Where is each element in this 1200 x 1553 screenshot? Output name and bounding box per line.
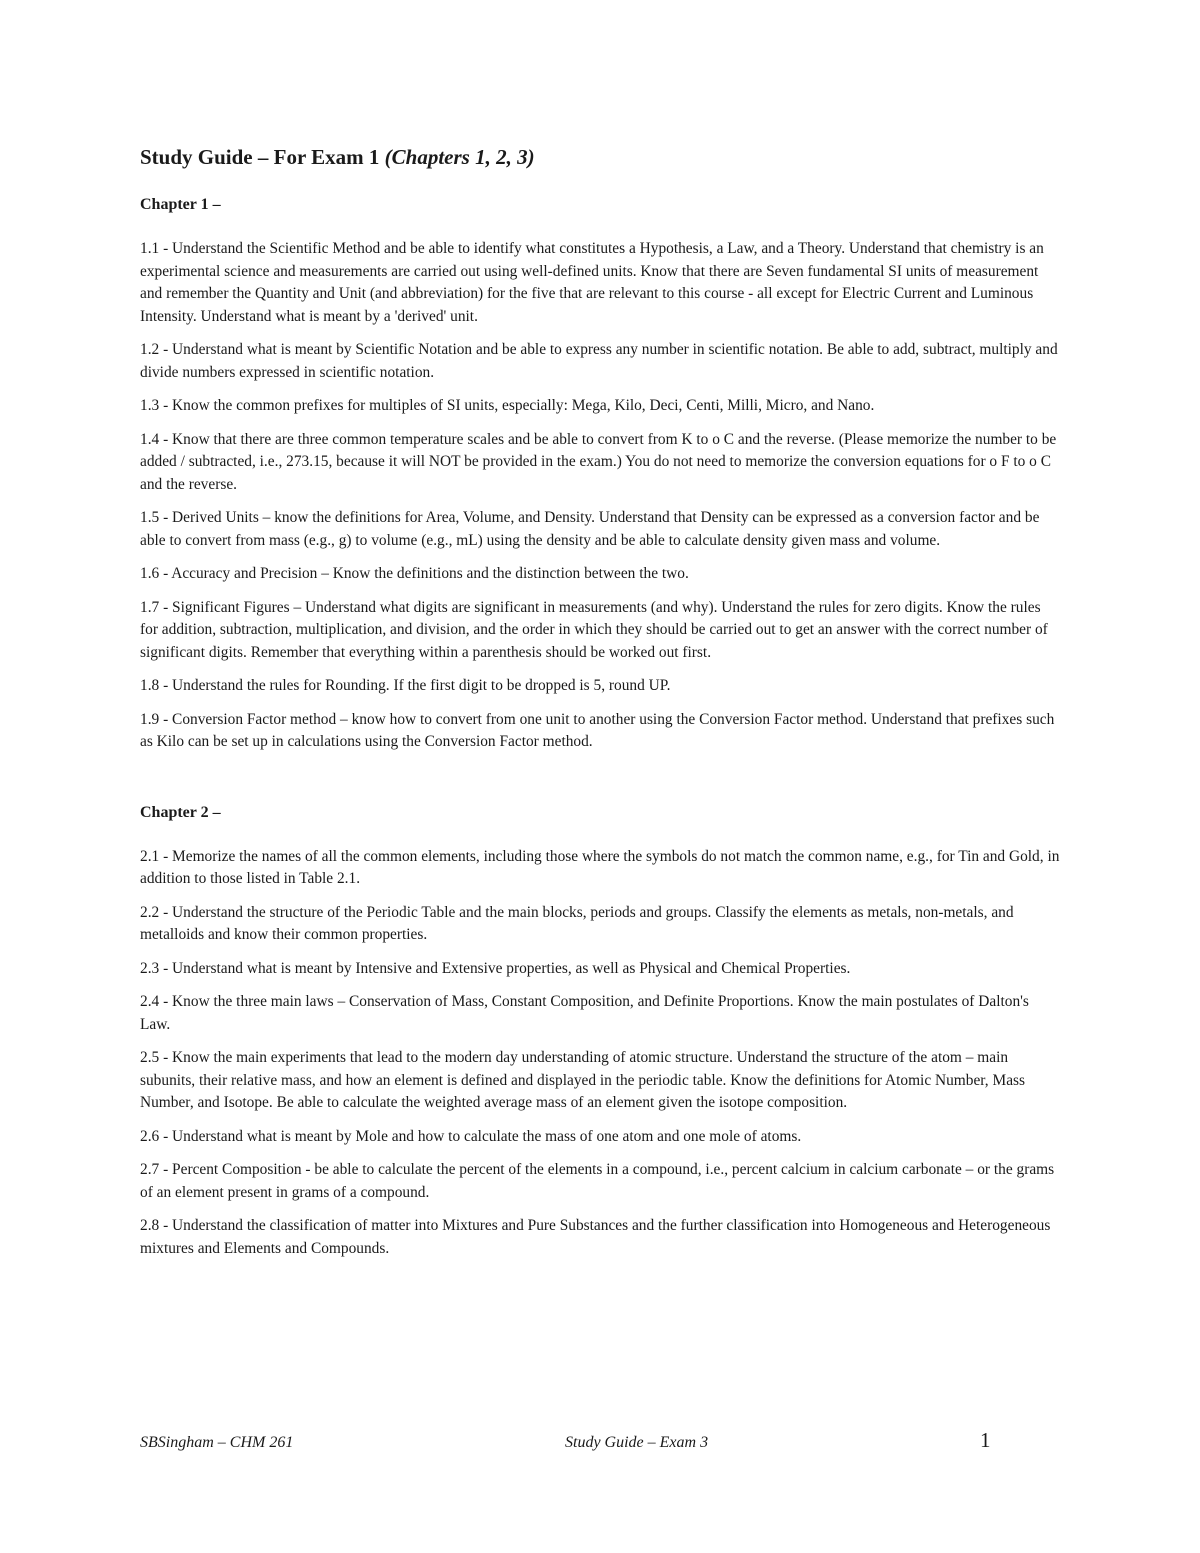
chapter-heading: Chapter 1 –: [140, 196, 221, 213]
list-item: 1.7 - Significant Figures – Understand what digits are significant in measurements (and why). Understand the rules for zero digits. Know the rules for addition, subtraction, multiplication, and division, and the order in which they should be carried out to get an answer with the correct number of significant digits. Remember that everything within a parenthesis should be worked out first.: [140, 598, 1048, 661]
page-footer: [140, 1428, 1000, 1464]
list-item: 1.2 - Understand what is meant by Scientific Notation and be able to express any number in scientific notation. Be able to add, subtract, multiply and divide numbers expressed in scientific notation.: [140, 341, 1058, 381]
footer-author: SBSingham – CHM 261: [140, 1434, 294, 1451]
list-item: 1.8 - Understand the rules for Rounding. If the first digit to be dropped is 5, round UP.: [140, 677, 671, 694]
list-item: 1.3 - Know the common prefixes for multiples of SI units, especially: Mega, Kilo, Deci, Centi, Milli, Micro, and Nano.: [140, 397, 875, 414]
title-subtitle: (Chapters 1, 2, 3): [384, 145, 535, 169]
chapter-2-section: [140, 802, 1060, 1261]
list-item: 2.1 - Memorize the names of all the common elements, including those where the symbols do not match the common name, e.g., for Tin and Gold, in addition to those listed in Table 2.1.: [140, 847, 1060, 887]
list-item: 1.9 - Conversion Factor method – know how to convert from one unit to another using the Conversion Factor method. Understand that prefixes such as Kilo can be set up in calculations using the Conversion Factor method.: [140, 710, 1055, 750]
footer-title: Study Guide – Exam 3: [565, 1434, 709, 1451]
list-item: 2.2 - Understand the structure of the Periodic Table and the main blocks, periods and groups. Classify the elements as metals, non-metals, and metalloids and know their common properties.: [140, 903, 1014, 943]
list-item: 2.8 - Understand the classification of matter into Mixtures and Pure Substances and the further classification into Homogeneous and Heterogeneous mixtures and Elements and Compounds.: [140, 1217, 1051, 1257]
list-item: 2.3 - Understand what is meant by Intensive and Extensive properties, as well as Physical and Chemical Properties.: [140, 959, 851, 977]
title-main: Study Guide – For Exam 1: [140, 145, 385, 169]
chapter-heading: Chapter 2 –: [140, 803, 221, 821]
list-item: 2.5 - Know the main experiments that lead to the modern day understanding of atomic structure. Understand the structure of the atom – main subunits, their relative mass, and how an element is defined and displayed in the periodic table. Know the definitions for Atomic Number, Mass Number, and Isotope. Be able to calculate the weighted average mass of an element given the isotope composition.: [140, 1049, 1025, 1111]
list-item: 2.6 - Understand what is meant by Mole and how to calculate the mass of one atom and one mole of atoms.: [140, 1127, 802, 1145]
list-item: 2.4 - Know the three main laws – Conservation of Mass, Constant Composition, and Definite Proportions. Know the main postulates of Dalton's Law.: [140, 993, 1029, 1033]
list-item: 2.7 - Percent Composition - be able to calculate the percent of the elements in a compound, i.e., percent calcium in calcium carbonate – or the grams of an element present in grams of a compound.: [140, 1161, 1055, 1201]
list-item: 1.5 - Derived Units – know the definitions for Area, Volume, and Density. Understand that Density can be expressed as a conversion factor and be able to convert from mass (e.g., g) to volume (e.g., mL) using the density and be able to calculate density given mass and volume.: [140, 509, 1040, 549]
list-item: 1.1 - Understand the Scientific Method and be able to identify what constitutes a Hypothesis, a Law, and a Theory. Understand that chemistry is an experimental science and measurements are carried out using well-defined units. Know that there are Seven fundamental SI units of measurement and remember the Quantity and Unit (and abbreviation) for the five that are relevant to this course - all except for Electric Current and Luminous Intensity. Understand what is meant by a 'derived' unit.: [140, 240, 1044, 325]
list-item: 1.6 - Accuracy and Precision – Know the definitions and the distinction between the two.: [140, 565, 689, 582]
chapter-1-section: [140, 194, 1060, 754]
page-number: 1: [980, 1428, 991, 1452]
document-page: [140, 142, 1060, 1271]
page-title: [140, 142, 1060, 172]
list-item: 1.4 - Know that there are three common temperature scales and be able to convert from K to o C and the reverse. (Please memorize the number to be added / subtracted, i.e., 273.15, because it will NOT be provided in the exam.) You do not need to memorize the conversion equations for o F to o C and the reverse.: [140, 430, 1057, 493]
